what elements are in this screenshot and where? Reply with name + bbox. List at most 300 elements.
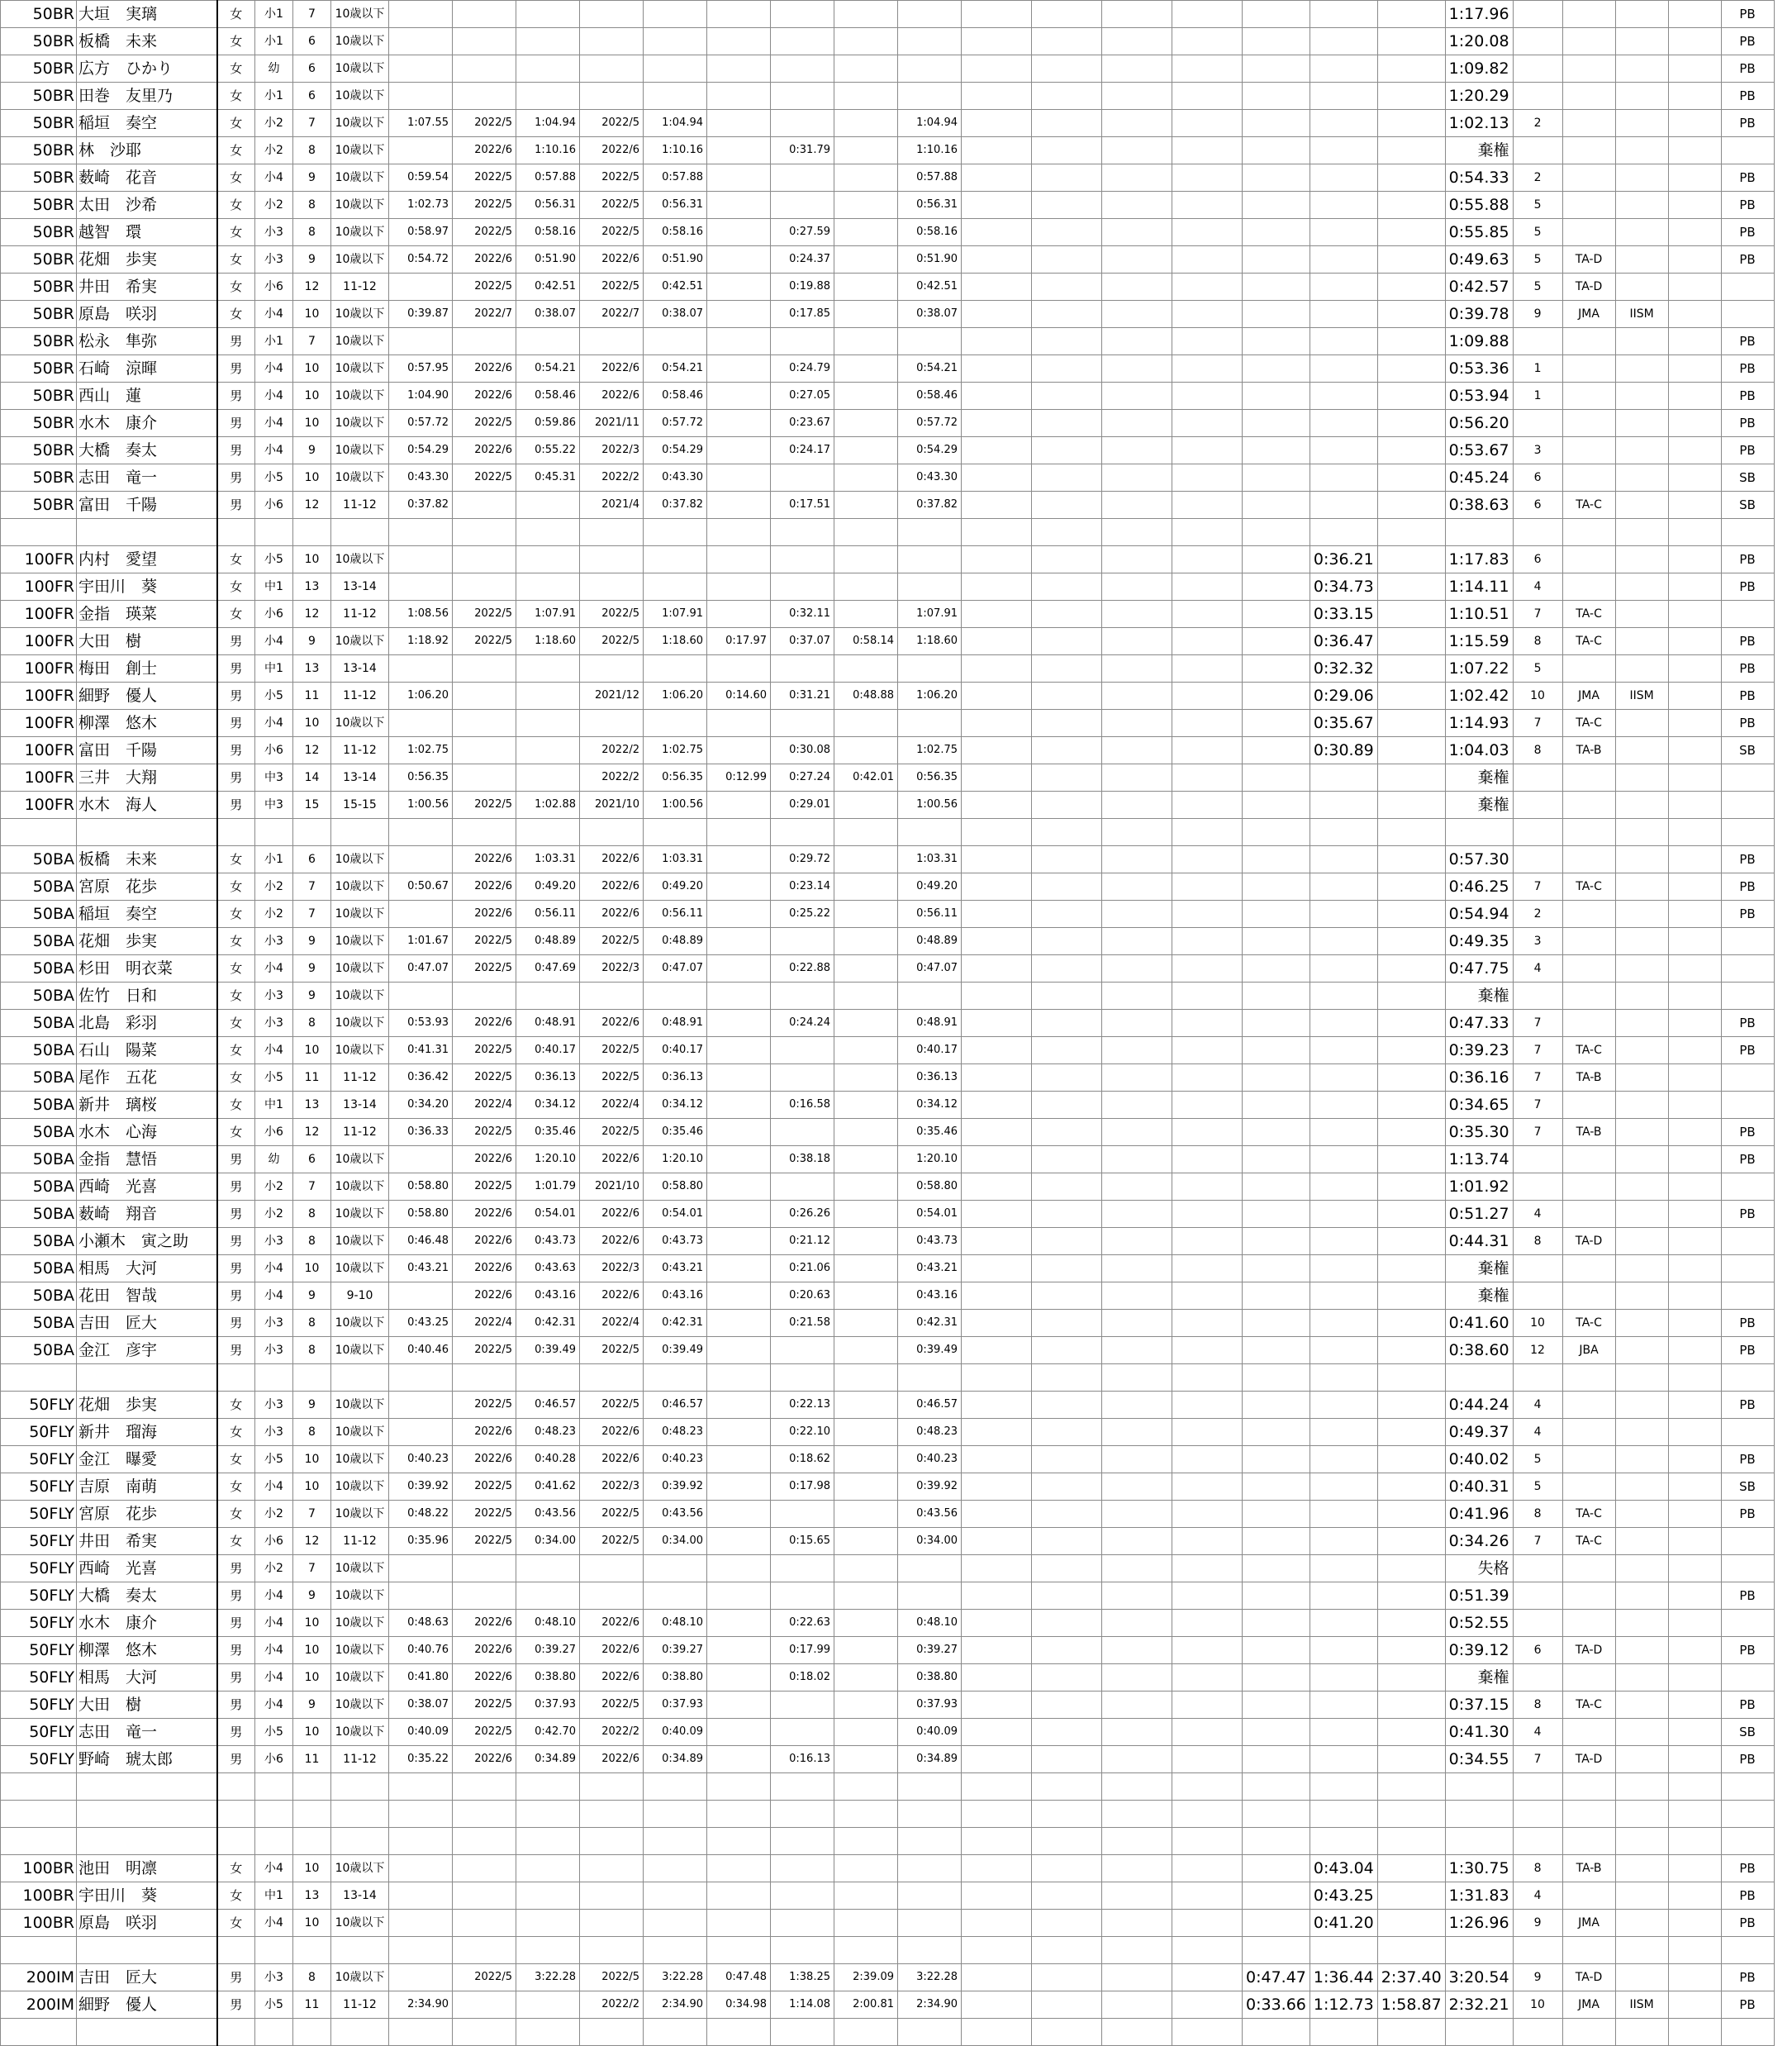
cell-entry-final[interactable] [898,1882,962,1910]
cell-blank-4[interactable] [1172,1582,1243,1610]
cell-split-1[interactable] [707,792,771,819]
cell-best[interactable]: 0:38.07 [389,1692,453,1719]
cell-split-3[interactable] [834,1692,898,1719]
cell-rank-class[interactable] [1562,1719,1615,1746]
cell-split-1[interactable] [707,873,771,901]
cell-best-date[interactable]: 2022/5 [453,1964,516,1991]
cell-rank-class[interactable]: TA-C [1562,628,1615,655]
cell-race-split-2[interactable] [1310,901,1377,928]
cell-sex[interactable]: 男 [217,1173,255,1201]
cell-split-1[interactable] [707,1582,771,1610]
cell-name[interactable]: 吉田 匠大 [77,1310,217,1337]
cell-season-date[interactable]: 2022/5 [580,192,644,219]
cell-best-date[interactable]: 2022/6 [453,1664,516,1692]
cell-best[interactable]: 0:40.23 [389,1446,453,1473]
cell-blank-5[interactable] [1668,737,1721,764]
cell-place[interactable]: 6 [1513,1637,1562,1664]
cell-rank-class[interactable] [1562,137,1615,164]
cell-rank-class[interactable] [1562,328,1615,355]
cell-entry-time[interactable]: 0:39.27 [644,1637,707,1664]
cell-category[interactable]: 10歳以下 [331,328,389,355]
cell-race-split-1[interactable] [1243,1801,1310,1828]
cell-season-date[interactable]: 2022/6 [580,1282,644,1310]
cell-season-best[interactable]: 0:39.49 [516,1337,580,1364]
cell-tag[interactable]: PB [1721,1037,1774,1064]
cell-blank-5[interactable] [1668,1446,1721,1473]
cell-best[interactable]: 0:47.07 [389,955,453,983]
cell-age[interactable]: 12 [293,737,331,764]
cell-season-date[interactable]: 2022/5 [580,219,644,246]
cell-race-split-2[interactable] [1310,764,1377,792]
cell-tag[interactable]: PB [1721,1991,1774,2019]
cell-season-best[interactable]: 0:47.69 [516,955,580,983]
cell-category[interactable]: 10歳以下 [331,164,389,192]
cell-blank-1[interactable] [962,1692,1032,1719]
cell-season-best[interactable]: 0:40.28 [516,1446,580,1473]
cell-age[interactable]: 10 [293,1037,331,1064]
cell-category[interactable]: 11-12 [331,601,389,628]
cell-blank-4[interactable] [1172,873,1243,901]
cell-entry-final[interactable]: 0:34.12 [898,1092,962,1119]
cell-split-2[interactable]: 0:24.17 [771,437,834,464]
cell-rank-class[interactable] [1562,2019,1615,2046]
cell-category[interactable]: 11-12 [331,1746,389,1773]
cell-split-1[interactable] [707,1773,771,1801]
cell-standard[interactable] [1615,383,1668,410]
cell-best[interactable] [389,1855,453,1882]
cell-entry-final[interactable]: 0:43.56 [898,1501,962,1528]
cell-race-split-3[interactable] [1377,1010,1445,1037]
cell-category[interactable]: 10歳以下 [331,28,389,55]
cell-event[interactable]: 50FLY [1,1637,77,1664]
cell-race-split-1[interactable] [1243,28,1310,55]
cell-blank-2[interactable] [1032,764,1102,792]
cell-standard[interactable] [1615,1801,1668,1828]
cell-result[interactable]: 1:04.03 [1445,737,1513,764]
cell-name[interactable]: 花畑 歩実 [77,246,217,274]
cell-place[interactable]: 1 [1513,383,1562,410]
cell-age[interactable]: 8 [293,1228,331,1255]
cell-rank-class[interactable] [1562,437,1615,464]
cell-race-split-1[interactable] [1243,792,1310,819]
cell-grade[interactable]: 小3 [255,219,293,246]
cell-best-date[interactable] [453,710,516,737]
cell-rank-class[interactable]: TA-D [1562,1746,1615,1773]
cell-rank-class[interactable] [1562,1664,1615,1692]
cell-blank-4[interactable] [1172,192,1243,219]
cell-race-split-1[interactable] [1243,1010,1310,1037]
cell-race-split-1[interactable] [1243,1637,1310,1664]
cell-season-date[interactable]: 2022/5 [580,1337,644,1364]
cell-best-date[interactable]: 2022/5 [453,219,516,246]
cell-split-2[interactable] [771,1801,834,1828]
cell-blank-1[interactable] [962,437,1032,464]
cell-blank-4[interactable] [1172,1610,1243,1637]
cell-best[interactable]: 0:43.30 [389,464,453,492]
cell-entry-final[interactable]: 0:58.16 [898,219,962,246]
cell-race-split-1[interactable] [1243,628,1310,655]
cell-best[interactable] [389,573,453,601]
cell-entry-final[interactable]: 0:40.23 [898,1446,962,1473]
cell-entry-time[interactable]: 0:40.17 [644,1037,707,1064]
cell-event[interactable]: 50BA [1,1282,77,1310]
cell-sex[interactable]: 女 [217,246,255,274]
cell-split-2[interactable]: 0:18.02 [771,1664,834,1692]
cell-blank-4[interactable] [1172,655,1243,683]
cell-rank-class[interactable]: TA-C [1562,1528,1615,1555]
cell-tag[interactable]: PB [1721,164,1774,192]
cell-place[interactable]: 9 [1513,1910,1562,1937]
cell-grade[interactable]: 小4 [255,164,293,192]
cell-best-date[interactable] [453,1882,516,1910]
cell-rank-class[interactable] [1562,983,1615,1010]
cell-age[interactable]: 10 [293,1664,331,1692]
cell-place[interactable]: 2 [1513,110,1562,137]
cell-blank-1[interactable] [962,1555,1032,1582]
cell-split-3[interactable] [834,710,898,737]
cell-blank-3[interactable] [1102,1,1172,28]
cell-event[interactable]: 100FR [1,792,77,819]
cell-blank-2[interactable] [1032,1910,1102,1937]
cell-rank-class[interactable] [1562,1882,1615,1910]
cell-split-2[interactable] [771,1773,834,1801]
cell-season-best[interactable] [516,55,580,83]
cell-category[interactable]: 10歳以下 [331,873,389,901]
cell-best[interactable]: 1:02.73 [389,192,453,219]
cell-category[interactable]: 13-14 [331,655,389,683]
cell-place[interactable] [1513,792,1562,819]
cell-sex[interactable]: 女 [217,573,255,601]
cell-split-2[interactable]: 0:24.24 [771,1010,834,1037]
cell-blank-1[interactable] [962,792,1032,819]
cell-blank-4[interactable] [1172,1555,1243,1582]
cell-split-1[interactable] [707,1828,771,1855]
cell-race-split-1[interactable] [1243,246,1310,274]
cell-tag[interactable]: PB [1721,1637,1774,1664]
cell-event[interactable]: 50BA [1,1146,77,1173]
cell-event[interactable]: 50BA [1,1337,77,1364]
cell-split-2[interactable]: 0:31.79 [771,137,834,164]
cell-entry-final[interactable] [898,546,962,573]
cell-race-split-3[interactable] [1377,1337,1445,1364]
cell-split-2[interactable] [771,1855,834,1882]
cell-event[interactable]: 100BR [1,1910,77,1937]
cell-entry-final[interactable]: 0:43.30 [898,464,962,492]
cell-race-split-2[interactable] [1310,137,1377,164]
cell-standard[interactable] [1615,1746,1668,1773]
cell-rank-class[interactable] [1562,655,1615,683]
cell-result[interactable]: 1:13.74 [1445,1146,1513,1173]
cell-sex[interactable]: 女 [217,928,255,955]
cell-best[interactable] [389,55,453,83]
cell-race-split-2[interactable] [1310,846,1377,873]
cell-category[interactable]: 10歳以下 [331,1,389,28]
cell-standard[interactable] [1615,1119,1668,1146]
cell-blank-5[interactable] [1668,655,1721,683]
cell-season-date[interactable]: 2022/6 [580,1446,644,1473]
cell-category[interactable]: 10歳以下 [331,355,389,383]
cell-grade[interactable] [255,519,293,546]
cell-tag[interactable]: PB [1721,1910,1774,1937]
cell-split-1[interactable] [707,1119,771,1146]
cell-grade[interactable]: 小3 [255,246,293,274]
cell-event[interactable]: 50BR [1,274,77,301]
cell-best-date[interactable]: 2022/5 [453,1473,516,1501]
cell-tag[interactable]: PB [1721,410,1774,437]
cell-entry-time[interactable]: 0:39.49 [644,1337,707,1364]
cell-season-date[interactable]: 2022/6 [580,873,644,901]
cell-age[interactable]: 12 [293,1119,331,1146]
cell-name[interactable]: 内村 愛望 [77,546,217,573]
cell-event[interactable]: 50BR [1,164,77,192]
cell-race-split-2[interactable] [1310,246,1377,274]
cell-split-2[interactable] [771,983,834,1010]
cell-blank-4[interactable] [1172,1092,1243,1119]
cell-grade[interactable]: 小4 [255,955,293,983]
cell-name[interactable]: 相馬 大河 [77,1664,217,1692]
cell-best[interactable]: 0:36.33 [389,1119,453,1146]
cell-split-3[interactable] [834,1173,898,1201]
cell-best-date[interactable]: 2022/5 [453,1501,516,1528]
cell-split-1[interactable] [707,164,771,192]
cell-blank-3[interactable] [1102,1964,1172,1991]
cell-entry-final[interactable]: 0:54.21 [898,355,962,383]
cell-blank-3[interactable] [1102,819,1172,846]
cell-result[interactable]: 1:01.92 [1445,1173,1513,1201]
cell-best-date[interactable] [453,55,516,83]
cell-race-split-1[interactable] [1243,301,1310,328]
cell-split-2[interactable] [771,2019,834,2046]
cell-season-date[interactable]: 2022/6 [580,1610,644,1637]
cell-race-split-1[interactable] [1243,355,1310,383]
cell-rank-class[interactable] [1562,1092,1615,1119]
cell-sex[interactable]: 女 [217,110,255,137]
cell-event[interactable]: 50FLY [1,1473,77,1501]
cell-race-split-1[interactable] [1243,1255,1310,1282]
cell-sex[interactable]: 女 [217,955,255,983]
cell-place[interactable] [1513,1146,1562,1173]
cell-race-split-3[interactable] [1377,1282,1445,1310]
cell-grade[interactable]: 小1 [255,28,293,55]
cell-blank-2[interactable] [1032,246,1102,274]
cell-event[interactable]: 50BR [1,192,77,219]
cell-name[interactable]: 吉原 南萌 [77,1473,217,1501]
cell-place[interactable]: 7 [1513,601,1562,628]
cell-result[interactable]: 1:30.75 [1445,1855,1513,1882]
cell-grade[interactable]: 小4 [255,355,293,383]
cell-split-2[interactable]: 0:27.59 [771,219,834,246]
cell-best[interactable]: 1:18.92 [389,628,453,655]
cell-standard[interactable] [1615,737,1668,764]
cell-blank-5[interactable] [1668,1773,1721,1801]
cell-race-split-3[interactable] [1377,1828,1445,1855]
cell-best-date[interactable]: 2022/6 [453,1282,516,1310]
cell-blank-1[interactable] [962,928,1032,955]
cell-result[interactable]: 0:38.60 [1445,1337,1513,1364]
cell-place[interactable]: 8 [1513,1501,1562,1528]
cell-blank-3[interactable] [1102,1991,1172,2019]
cell-standard[interactable] [1615,983,1668,1010]
cell-result[interactable]: 棄権 [1445,983,1513,1010]
cell-tag[interactable] [1721,1064,1774,1092]
cell-place[interactable] [1513,519,1562,546]
cell-result[interactable]: 0:39.23 [1445,1037,1513,1064]
cell-race-split-3[interactable] [1377,1501,1445,1528]
cell-blank-1[interactable] [962,873,1032,901]
cell-entry-time[interactable]: 0:58.16 [644,219,707,246]
cell-blank-3[interactable] [1102,1092,1172,1119]
cell-entry-final[interactable] [898,1582,962,1610]
cell-blank-4[interactable] [1172,1037,1243,1064]
cell-name[interactable]: 原島 咲羽 [77,1910,217,1937]
cell-blank-2[interactable] [1032,1555,1102,1582]
cell-place[interactable]: 7 [1513,1528,1562,1555]
cell-blank-4[interactable] [1172,83,1243,110]
cell-split-1[interactable] [707,1310,771,1337]
cell-rank-class[interactable] [1562,1146,1615,1173]
cell-blank-1[interactable] [962,1310,1032,1337]
cell-best-date[interactable] [453,1828,516,1855]
cell-best-date[interactable]: 2022/7 [453,301,516,328]
cell-race-split-2[interactable] [1310,1119,1377,1146]
cell-tag[interactable]: PB [1721,192,1774,219]
cell-blank-1[interactable] [962,1092,1032,1119]
cell-result[interactable]: 1:07.22 [1445,655,1513,683]
cell-split-1[interactable] [707,1337,771,1364]
cell-name[interactable]: 細野 優人 [77,683,217,710]
cell-standard[interactable]: IISM [1615,683,1668,710]
cell-entry-final[interactable]: 0:42.31 [898,1310,962,1337]
cell-best[interactable]: 1:04.90 [389,383,453,410]
cell-blank-2[interactable] [1032,274,1102,301]
cell-blank-5[interactable] [1668,1855,1721,1882]
cell-rank-class[interactable] [1562,219,1615,246]
cell-standard[interactable] [1615,546,1668,573]
cell-split-2[interactable]: 0:29.01 [771,792,834,819]
cell-name[interactable] [77,1801,217,1828]
cell-blank-2[interactable] [1032,1310,1102,1337]
cell-blank-1[interactable] [962,492,1032,519]
cell-tag[interactable]: PB [1721,573,1774,601]
cell-tag[interactable] [1721,1364,1774,1392]
cell-split-3[interactable] [834,983,898,1010]
cell-entry-time[interactable]: 1:04.94 [644,110,707,137]
cell-best[interactable]: 0:40.76 [389,1637,453,1664]
cell-blank-2[interactable] [1032,1392,1102,1419]
cell-split-2[interactable]: 0:23.67 [771,410,834,437]
cell-blank-3[interactable] [1102,628,1172,655]
cell-best[interactable] [389,1937,453,1964]
cell-result[interactable] [1445,1773,1513,1801]
cell-blank-3[interactable] [1102,219,1172,246]
cell-entry-final[interactable]: 0:56.35 [898,764,962,792]
cell-event[interactable]: 50BR [1,246,77,274]
cell-best[interactable] [389,1419,453,1446]
cell-result[interactable]: 1:14.11 [1445,573,1513,601]
cell-blank-5[interactable] [1668,683,1721,710]
cell-race-split-2[interactable] [1310,1446,1377,1473]
cell-name[interactable]: 北島 彩羽 [77,1010,217,1037]
cell-entry-time[interactable]: 0:43.16 [644,1282,707,1310]
cell-blank-5[interactable] [1668,519,1721,546]
cell-result[interactable]: 0:41.96 [1445,1501,1513,1528]
cell-grade[interactable]: 小4 [255,1855,293,1882]
cell-grade[interactable]: 小4 [255,1692,293,1719]
cell-event[interactable]: 50BR [1,1,77,28]
cell-best-date[interactable] [453,83,516,110]
cell-entry-final[interactable]: 0:43.73 [898,1228,962,1255]
cell-age[interactable]: 8 [293,1310,331,1337]
cell-race-split-1[interactable] [1243,819,1310,846]
cell-split-1[interactable] [707,846,771,873]
cell-result[interactable]: 0:51.27 [1445,1201,1513,1228]
cell-season-date[interactable]: 2022/6 [580,1419,644,1446]
cell-category[interactable]: 10歳以下 [331,1419,389,1446]
cell-race-split-1[interactable] [1243,1855,1310,1882]
cell-blank-2[interactable] [1032,1991,1102,2019]
cell-name[interactable]: 尾作 五花 [77,1064,217,1092]
cell-category[interactable]: 10歳以下 [331,1146,389,1173]
cell-rank-class[interactable]: TA-D [1562,1637,1615,1664]
cell-race-split-3[interactable] [1377,1473,1445,1501]
cell-grade[interactable]: 小6 [255,274,293,301]
cell-age[interactable] [293,1801,331,1828]
cell-race-split-1[interactable] [1243,1828,1310,1855]
cell-entry-time[interactable]: 0:40.09 [644,1719,707,1746]
cell-standard[interactable] [1615,83,1668,110]
cell-rank-class[interactable] [1562,1801,1615,1828]
cell-place[interactable] [1513,1282,1562,1310]
cell-split-1[interactable] [707,1855,771,1882]
cell-place[interactable]: 7 [1513,1037,1562,1064]
cell-place[interactable]: 3 [1513,928,1562,955]
cell-split-1[interactable] [707,710,771,737]
cell-blank-1[interactable] [962,1282,1032,1310]
cell-standard[interactable] [1615,1719,1668,1746]
cell-season-best[interactable]: 0:58.16 [516,219,580,246]
cell-best[interactable]: 1:02.75 [389,737,453,764]
cell-split-1[interactable] [707,1010,771,1037]
cell-split-3[interactable]: 0:42.01 [834,764,898,792]
cell-entry-time[interactable] [644,546,707,573]
cell-age[interactable]: 9 [293,983,331,1010]
cell-split-2[interactable]: 0:22.10 [771,1419,834,1446]
cell-category[interactable]: 11-12 [331,1991,389,2019]
cell-entry-time[interactable]: 0:43.56 [644,1501,707,1528]
cell-split-2[interactable]: 0:21.06 [771,1255,834,1282]
cell-split-1[interactable] [707,1146,771,1173]
cell-entry-final[interactable]: 0:37.93 [898,1692,962,1719]
cell-event[interactable]: 100FR [1,655,77,683]
cell-season-best[interactable] [516,28,580,55]
cell-blank-1[interactable] [962,83,1032,110]
cell-split-3[interactable] [834,2019,898,2046]
cell-race-split-2[interactable] [1310,1282,1377,1310]
cell-race-split-1[interactable] [1243,1201,1310,1228]
cell-name[interactable] [77,2019,217,2046]
cell-blank-1[interactable] [962,383,1032,410]
cell-sex[interactable]: 男 [217,1255,255,1282]
cell-age[interactable]: 6 [293,55,331,83]
cell-season-best[interactable]: 0:48.23 [516,1419,580,1446]
cell-split-1[interactable] [707,1173,771,1201]
cell-blank-2[interactable] [1032,546,1102,573]
cell-event[interactable]: 50BR [1,328,77,355]
cell-grade[interactable]: 小1 [255,846,293,873]
cell-entry-time[interactable]: 0:43.73 [644,1228,707,1255]
cell-best[interactable]: 0:56.35 [389,764,453,792]
cell-blank-3[interactable] [1102,1310,1172,1337]
